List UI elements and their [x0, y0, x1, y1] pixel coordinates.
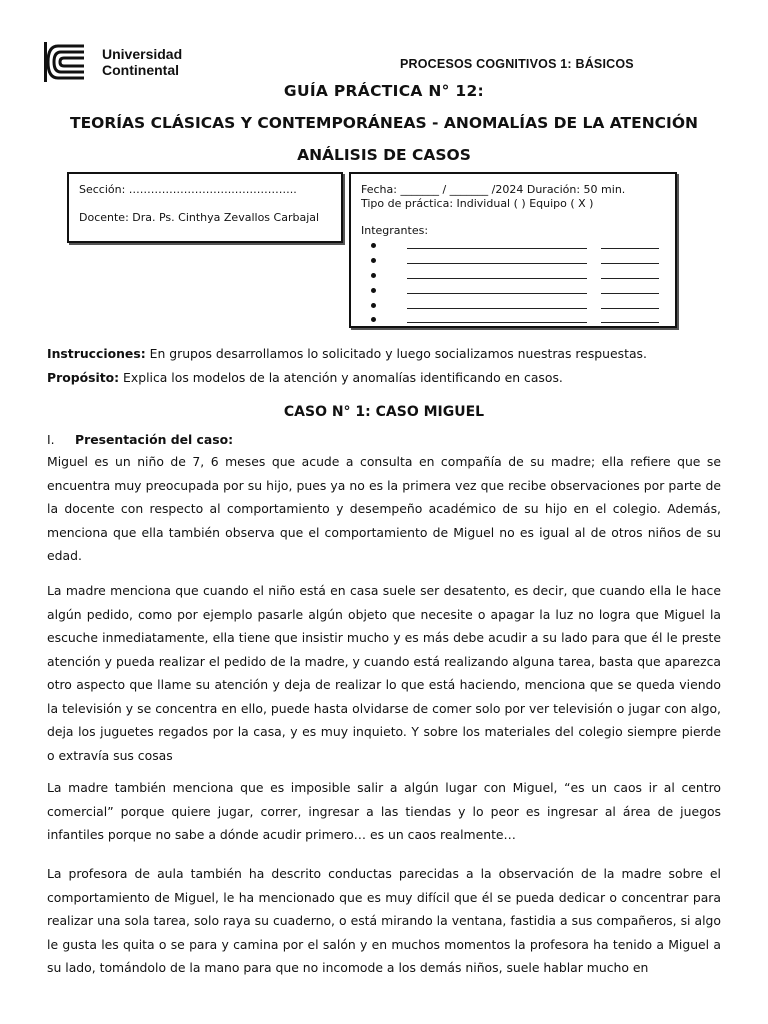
guide-title: GUÍA PRÁCTICA N° 12: [283, 82, 485, 100]
purpose-label: Propósito: [47, 370, 120, 385]
case-title: CASO N° 1: CASO MIGUEL [283, 404, 485, 420]
guide-subtitle-2: ANÁLISIS DE CASOS [297, 146, 471, 164]
course-name: PROCESOS COGNITIVOS 1: BÁSICOS [400, 57, 634, 71]
case-paragraph-2 [47, 579, 721, 767]
member-row[interactable] [371, 255, 671, 271]
section-title: Presentación del caso: [75, 432, 234, 447]
case-paragraph-1 [47, 450, 721, 568]
instructions-text: En grupos desarrollamos lo solicitado y luego socializamos nuestras respuestas. [145, 346, 647, 361]
university-name [102, 46, 182, 78]
section-field: Sección: ………………………..…………….. [79, 183, 297, 196]
practice-details-box [349, 172, 677, 328]
paragraph-text: La profesora de aula también ha descrito conductas parecidas a la observación de la madre sobre el comportamiento de Miguel, le ha mencionado que es muy difícil que él se pueda dedicar o concentrar para realizar una sola tarea, solo raya su cuaderno, o está mirando la ventana, fastidia a sus compañeros, si algo le gusta les quita o se para y camina por el salón y en muchos momentos la profesora ha tenido a Miguel a su lado, tomándolo de la mano para que no incomode a los demás niños, suele hablar mucho en [47, 866, 721, 975]
university-logo-icon [44, 42, 94, 82]
date-duration-field: Fecha: _______ / _______ /2024 Duración: 50 min. [361, 183, 626, 196]
section-heading [47, 432, 233, 447]
member-row[interactable] [371, 285, 671, 301]
purpose-text: Explica los modelos de la atención y anomalías identificando en casos. [119, 370, 563, 385]
teacher-field: Docente: Dra. Ps. Cinthya Zevallos Carbajal [79, 211, 320, 224]
paragraph-text: La madre también menciona que es imposible salir a algún lugar con Miguel, “es un caos ir al centro comercial” porque quiere jugar, correr, ingresar a las tiendas y lo peor es ingresar al área de juegos infantiles porque no sabe a dónde acudir primero… es un caos realmente… [47, 780, 721, 842]
member-row[interactable] [371, 240, 671, 256]
logo-line-1: Universidad [102, 46, 183, 62]
members-label: Integrantes: [361, 224, 429, 237]
practice-type-field: Tipo de práctica: Individual ( ) Equipo ( X ) [361, 197, 594, 210]
paragraph-text: La madre menciona que cuando el niño está en casa suele ser desatento, es decir, que cuando ella le hace algún pedido, como por ejemplo pasarle algún objeto que necesite o apagar la luz no logra que Miguel la escuche inmediatamente, ella tiene que insistir mucho y es más debe acudir a su lado para que él le preste atención y pueda realizar el pedido de la madre, y cuando está realizando alguna tarea, basta que aparezca otro aspecto que llame su atención y deja de realizar lo que está haciendo, menciona que se queda viendo la televisión y se concentra en ello, puede hasta olvidarse de comer solo por ver televisión o jugar con algo, deja los juguetes regados por la casa, y es muy inquieto. Y sobre los materiales del colegio siempre pierde o extravía sus cosas [47, 583, 721, 763]
section-number: I. [47, 432, 55, 447]
guide-subtitle: TEORÍAS CLÁSICAS Y CONTEMPORÁNEAS - ANOMALÍAS DE LA ATENCIÓN [70, 114, 698, 132]
section-teacher-box [67, 172, 343, 243]
university-logo [44, 42, 182, 82]
instructions-label: Instrucciones: [47, 346, 146, 361]
logo-line-2: Continental [102, 62, 179, 78]
case-paragraph-4 [47, 862, 721, 980]
purpose-line [47, 370, 721, 385]
paragraph-text: Miguel es un niño de 7, 6 meses que acude a consulta en compañía de su madre; ella refiere que se encuentra muy preocupada por su hijo, pues ya no es la primera vez que recibe observaciones por parte de la docente con respecto al comportamiento y desempeño académico de su hijo en el colegio. Además, menciona que ella también observa que el comportamiento de Miguel no es igual al de otros niños de su edad. [47, 454, 721, 563]
case-paragraph-3 [47, 776, 721, 847]
instructions-line [47, 346, 721, 361]
member-row[interactable] [371, 270, 671, 286]
member-row[interactable] [371, 314, 671, 330]
